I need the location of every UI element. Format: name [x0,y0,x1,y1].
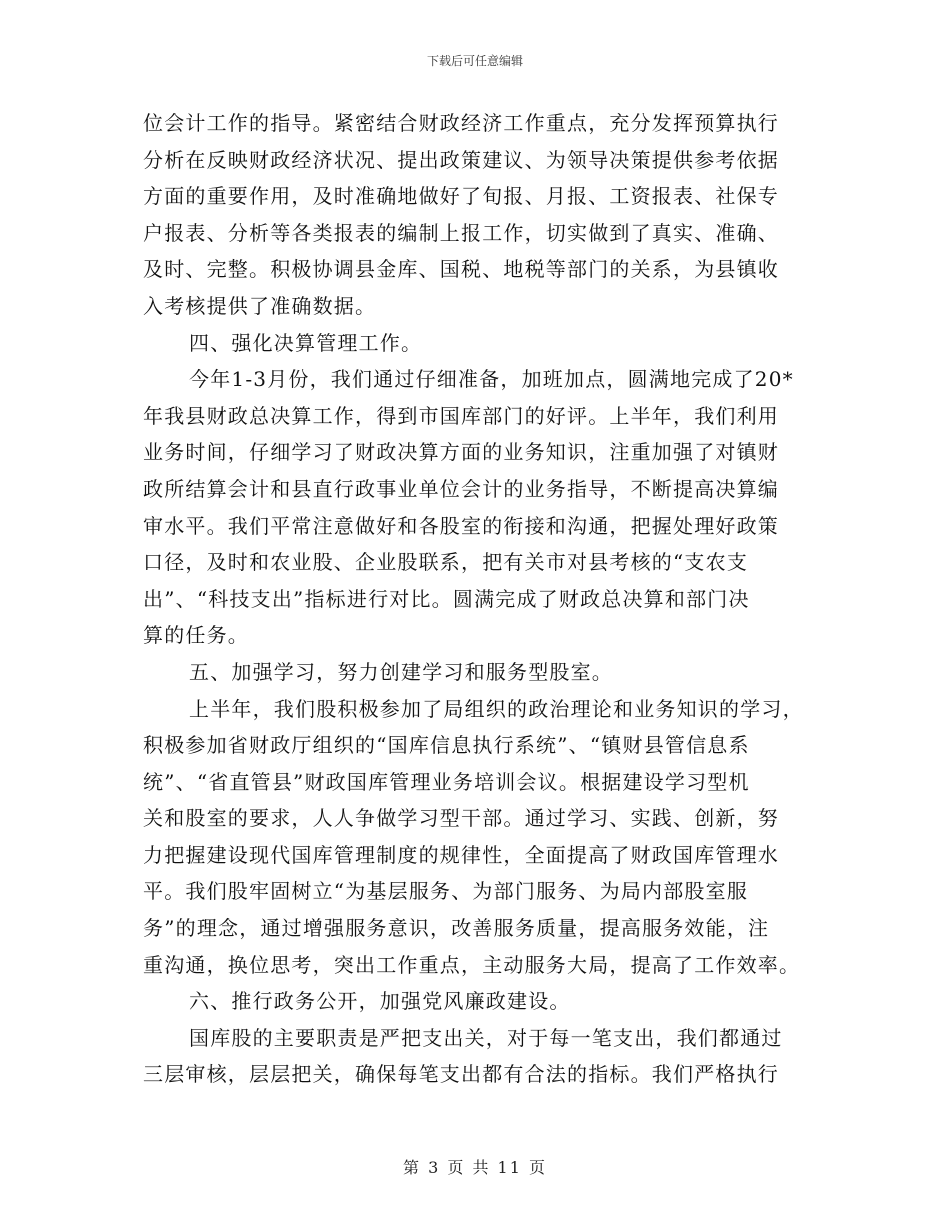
text-line: 入考核提供了准确数据。 [143,293,377,318]
text-line: 年我县财政总决算工作，得到市国库部门的好评。上半年，我们利用 [143,403,779,428]
text-line: 平。我们股牢固树立“为基层服务、为部门服务、为局内部股室服 [143,879,749,904]
text-line: 分析在反映财政经济状况、提出政策建议、为领导决策提供参考依据 [143,147,779,172]
text-line: 力把握建设现代国库管理制度的规律性，全面提高了财政国库管理水 [143,842,779,867]
text-line: 方面的重要作用，及时准确地做好了旬报、月报、工资报表、社保专 [143,184,779,209]
text-line: 业务时间，仔细学习了财政决算方面的业务知识，注重加强了对镇财 [143,440,779,465]
text-line: 关和股室的要求，人人争做学习型干部。通过学习、实践、创新，努 [143,806,779,831]
text-line: 算的任务。 [143,623,249,648]
text-line: 出”、“科技支出”指标进行对比。圆满完成了财政总决算和部门决 [143,586,750,611]
text-line: 积极参加省财政厅组织的“国库信息执行系统”、“镇财县管信息系 [143,733,750,758]
text-line: 口径，及时和农业股、企业股联系，把有关市对县考核的“支农支 [143,550,749,575]
text-line: 国库股的主要职责是严把支出关，对于每一笔支出，我们都通过 [189,1025,783,1050]
text-line: 上半年，我们股积极参加了局组织的政治理论和业务知识的学习， [189,696,804,721]
document-body [143,105,823,1093]
text-line: 及时、完整。积极协调县金库、国税、地税等部门的关系，为县镇收 [143,257,779,282]
text-line: 五、加强学习，努力创建学习和服务型股室。 [189,659,613,684]
text-line: 审水平。我们平常注意做好和各股室的衔接和沟通，把握处理好政策 [143,513,779,538]
text-line: 三层审核，层层把关，确保每笔支出都有合法的指标。我们严格执行 [143,1062,779,1087]
text-line: 四、强化决算管理工作。 [189,330,423,355]
text-line: 今年1-3月份，我们通过仔细准备，加班加点，圆满地完成了20* [189,367,794,392]
text-line: 位会计工作的指导。紧密结合财政经济工作重点，充分发挥预算执行 [143,111,779,135]
text-line: 户报表、分析等各类报表的编制上报工作，切实做到了真实、准确、 [143,220,779,245]
text-line: 六、推行政务公开，加强党风廉政建设。 [189,989,571,1014]
page-header-note: 下载后可任意编辑 [426,54,523,68]
text-line: 统”、“省直管县”财政国库管理业务培训会议。根据建设学习型机 [143,769,750,794]
text-line: 重沟通，换位思考，突出工作重点，主动服务大局，提高了工作效率。 [143,952,801,977]
text-line: 政所结算会计和县直行政事业单位会计的业务指导，不断提高决算编 [143,476,779,501]
text-line: 务”的理念，通过增强服务意识，改善服务质量，提高服务效能，注 [143,916,770,941]
page-number-footer: 第 3 页 共 11 页 [403,1158,547,1177]
